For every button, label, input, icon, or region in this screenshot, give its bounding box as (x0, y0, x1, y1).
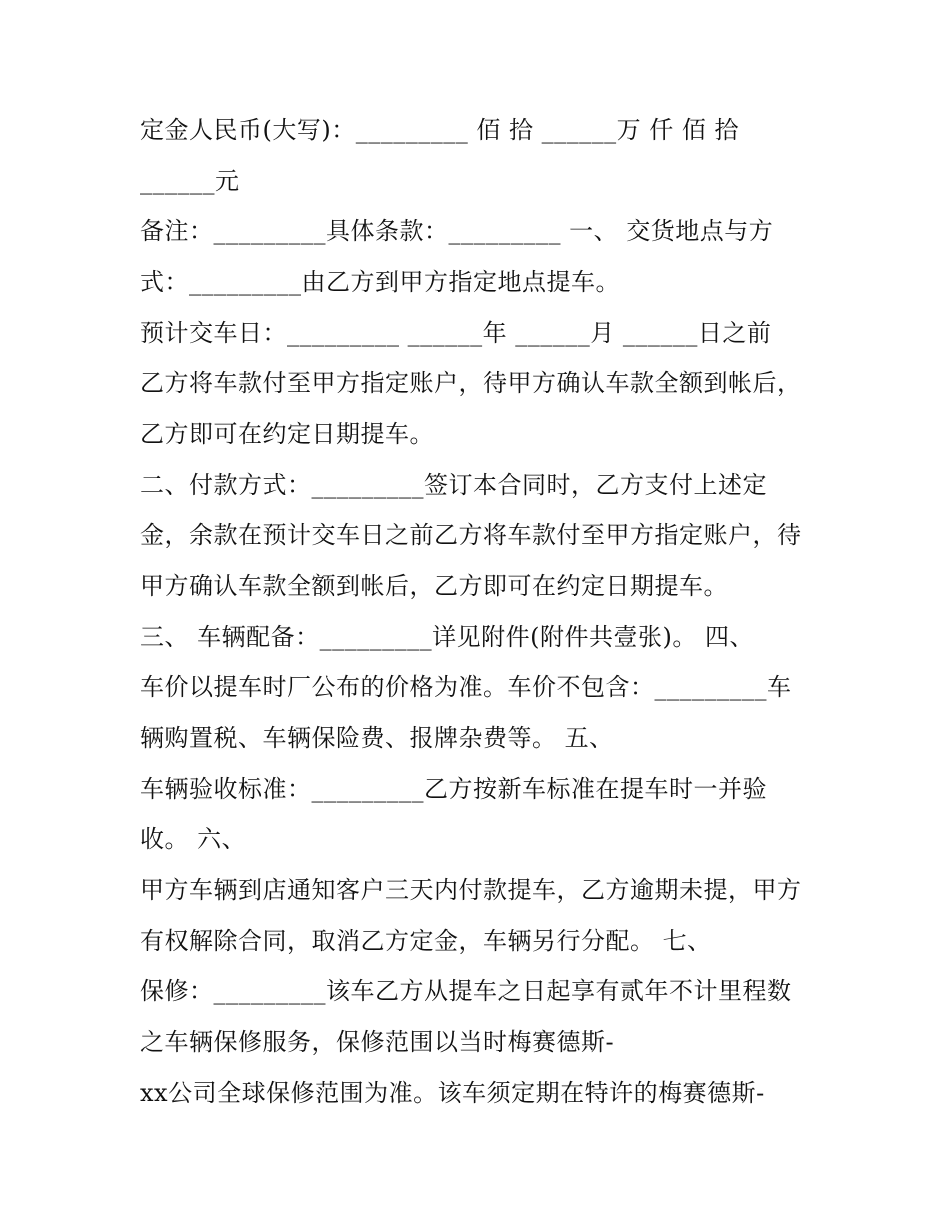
text-line: 预计交车日：_________ ______年 ______月 ______日之前 (140, 319, 772, 347)
text-line: 甲方确认车款全额到帐后，乙方即可在约定日期提车。 (140, 572, 728, 600)
text-line: 金，余款在预计交车日之前乙方将车款付至甲方指定账户，待 (140, 521, 802, 549)
text-line: 甲方车辆到店通知客户三天内付款提车，乙方逾期未提，甲方 (140, 876, 802, 904)
text-line: 乙方即可在约定日期提车。 (140, 420, 434, 448)
text-line: 二、付款方式：_________签订本合同时，乙方支付上述定 (140, 471, 767, 499)
text-line: 有权解除合同，取消乙方定金，车辆另行分配。 七、 (140, 927, 712, 955)
text-line: 收。 六、 (140, 825, 247, 853)
text-line: 备注：_________具体条款：_________ 一、 交货地点与方 (140, 217, 774, 245)
text-line: 三、 车辆配备：_________详见附件(附件共壹张)。 四、 (140, 623, 754, 651)
text-line: 保修：_________该车乙方从提车之日起享有贰年不计里程数 (140, 977, 792, 1005)
text-line: 车价以提车时厂公布的价格为准。车价不包含：_________车 (140, 673, 792, 701)
text-line: 车辆验收标准：_________乙方按新车标准在提车时一并验 (140, 775, 767, 803)
text-line: xx公司全球保修范围为准。该车须定期在特许的梅赛德斯- (140, 1079, 765, 1107)
text-line: 乙方将车款付至甲方指定账户，待甲方确认车款全额到帐后， (140, 369, 802, 397)
text-line: 辆购置税、车辆保险费、报牌杂费等。 五、 (140, 724, 614, 752)
text-line: 之车辆保修服务，保修范围以当时梅赛德斯- (140, 1028, 615, 1056)
text-line: ______元 (140, 167, 240, 195)
text-line: 定金人民币(大写)：_________ 佰 拾 ______万 仟 佰 拾 (140, 116, 739, 144)
text-line: 式：_________由乙方到甲方指定地点提车。 (140, 268, 620, 296)
